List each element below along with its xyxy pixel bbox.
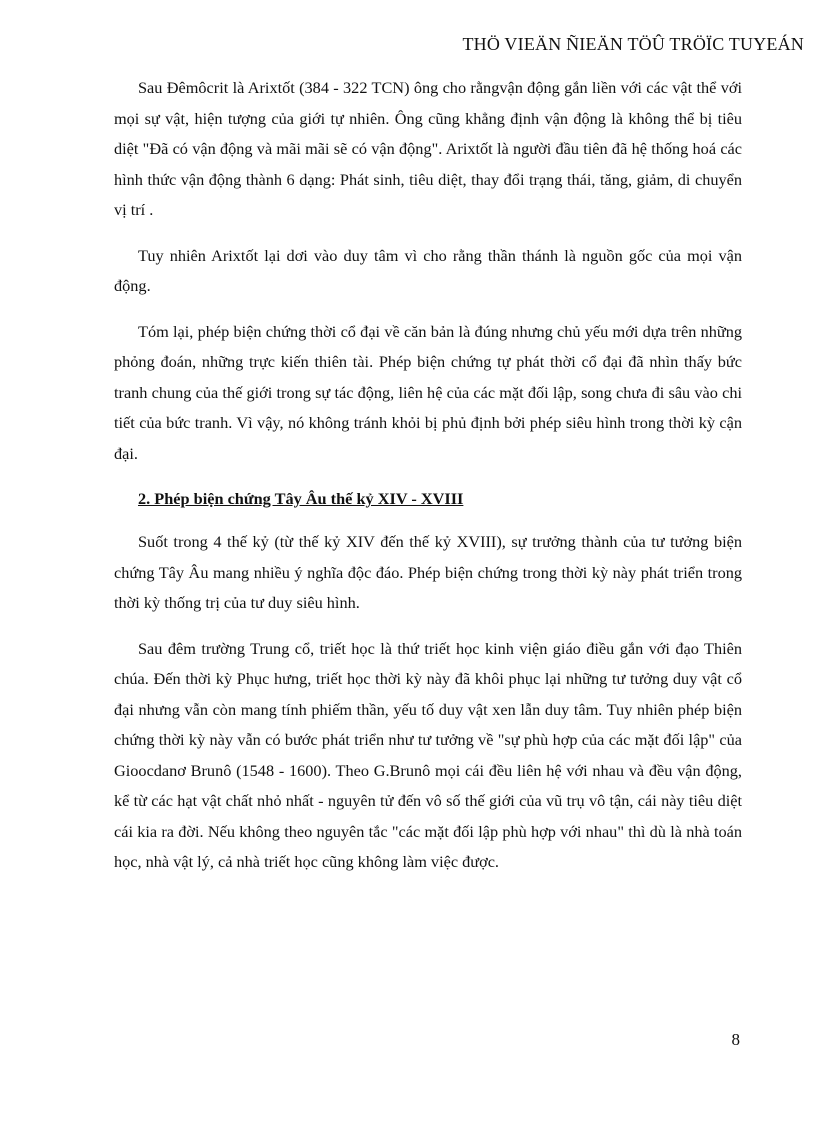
paragraph: Suốt trong 4 thế kỷ (từ thế kỷ XIV đến thế kỷ XVIII), sự trưởng thành của tư tưởng biện chứng Tây Âu mang nhiều ý nghĩa độc đáo. Phép biện chứng trong thời kỳ này phát triển trong thời kỳ thống trị của tư duy siêu hình. [114,532,742,612]
section-heading: 2. Phép biện chứng Tây Âu thế kỷ XIV - XVIII [138,489,464,508]
paragraph: Sau Đêmôcrit là Arixtốt (384 - 322 TCN) ông cho rằngvận động gắn liền với các vật thể với mọi sự vật, hiện tượng của giới tự nhiên. Ông cũng khẳng định vận động là không thể bị tiêu diệt "Đã có vận động và mãi mãi sẽ có vận động". Arixtốt là người đầu tiên đã hệ thống hoá các hình thức vận động thành 6 dạng: Phát sinh, tiêu diệt, thay đổi trạng thái, tăng, giảm, di chuyển vị trí . [114,78,742,219]
page-content [114,73,742,893]
page-number: 8 [731,1030,740,1049]
running-header: THÖ VIEÄN ÑIEÄN TÖÛ TRÖÏC TUYEÁN [462,34,804,54]
paragraph: Tóm lại, phép biện chứng thời cổ đại về căn bản là đúng nhưng chủ yếu mới dựa trên những phỏng đoán, những trực kiến thiên tài. Phép biện chứng tự phát thời cổ đại đã nhìn thấy bức tranh chung của thế giới trong sự tác động, liên hệ của các mặt đối lập, song chưa đi sâu vào chi tiết của bức tranh. Vì vậy, nó không tránh khỏi bị phủ định bởi phép siêu hình trong thời kỳ cận đại. [114,321,742,463]
paragraph: Tuy nhiên Arixtốt lại dơi vào duy tâm vì cho rằng thần thánh là nguồn gốc của mọi vận động. [114,245,742,295]
paragraph: Sau đêm trường Trung cổ, triết học là thứ triết học kinh viện giáo điều gắn với đạo Thiên chúa. Đến thời kỳ Phục hưng, triết học thời kỳ này đã khôi phục lại những tư tưởng duy vật cổ đại nhưng vẫn còn mang tính phiếm thần, yếu tố duy vật xen lẫn duy tâm. Tuy nhiên phép biện chứng thời kỳ này vẫn có bước phát triển như tư tưởng về "sự phù hợp của các mặt đối lập" của Gioocdanơ Brunô (1548 - 1600). Theo G.Brunô mọi cái đều liên hệ với nhau và đều vận động, kể từ các hạt vật chất nhỏ nhất - nguyên tử đến vô số thế giới của vũ trụ vô tận, cái này tiêu diệt cái kia ra đời. Nếu không theo nguyên tắc "các mặt đối lập phù hợp với nhau" thì dù là nhà toán học, nhà vật lý, cả nhà triết học cũng không làm việc được. [114,638,742,871]
